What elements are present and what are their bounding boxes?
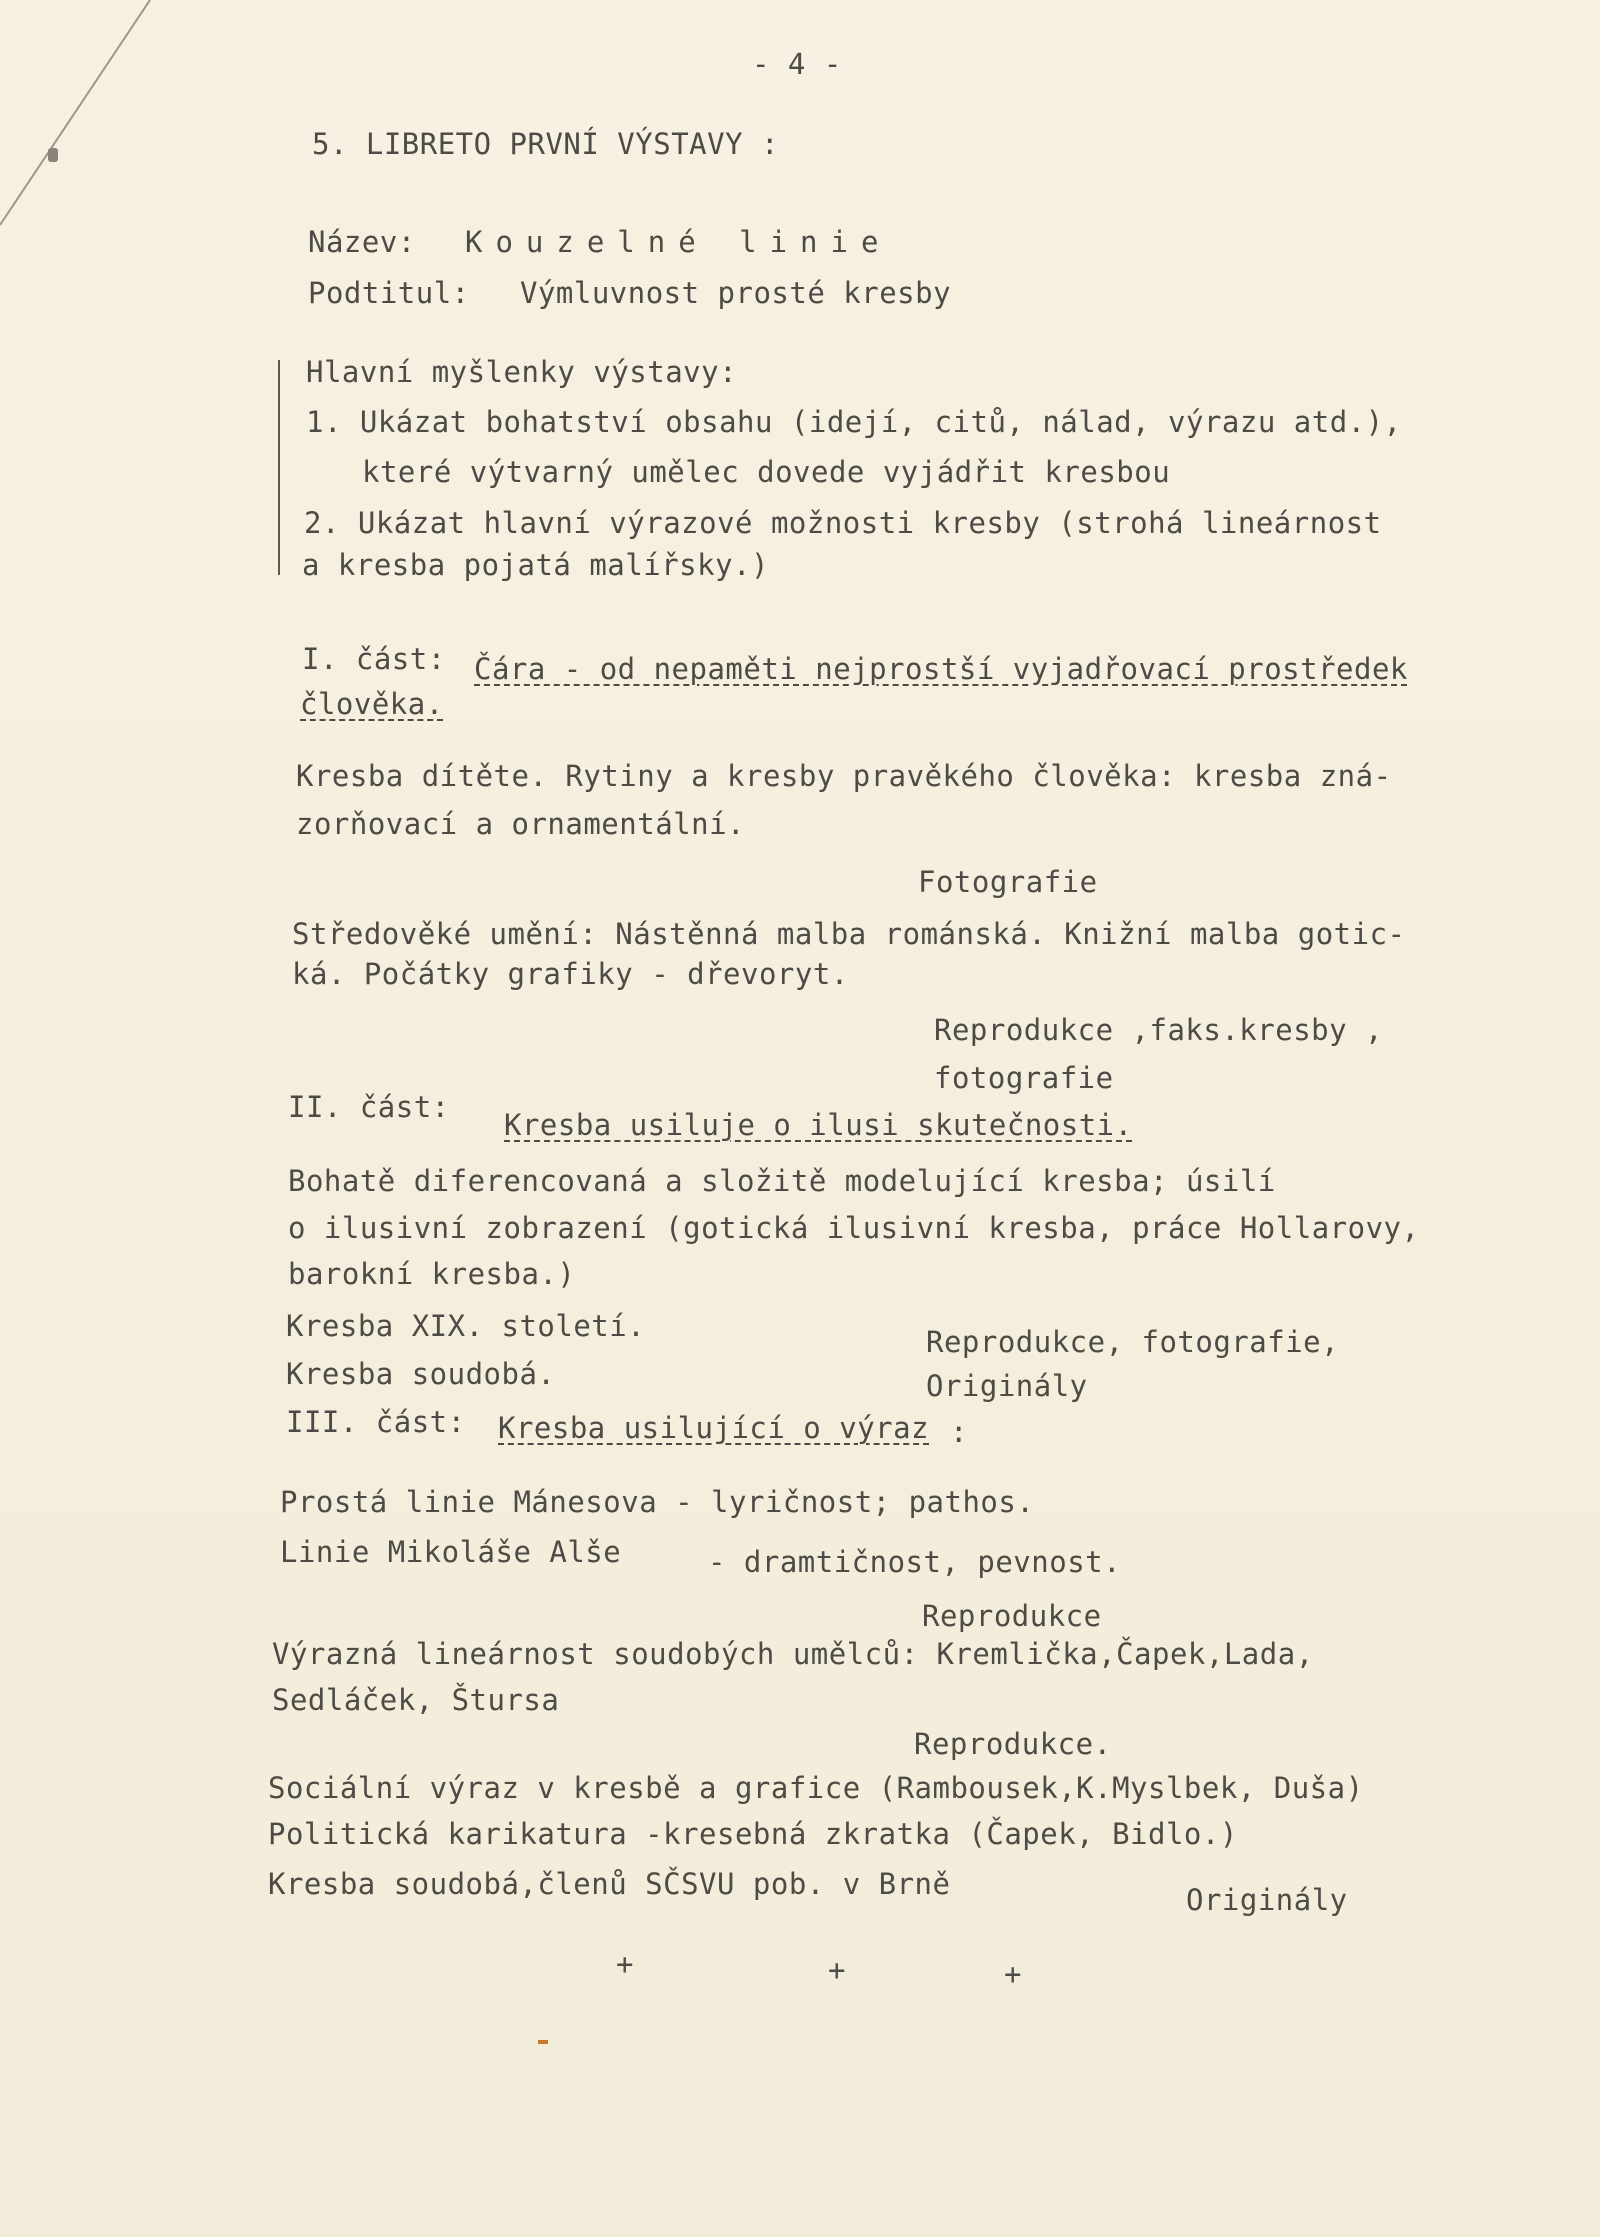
part-2-note-reproductions: Reprodukce, fotografie, [926,1325,1340,1359]
part-3-paragraph-5: Politická karikatura -kresebná zkratka (Čapek, Bidlo.) [268,1817,1238,1851]
end-mark-1: + [616,1947,634,1981]
part-1-paragraph-1-line-1: Kresba dítěte. Rytiny a kresby pravěkého člověka: kresba zná- [296,759,1392,793]
idea-2-line-1: 2. Ukázat hlavní výrazové možnosti kresby (strohá lineárnost [304,506,1382,540]
part-1-note-reproductions-line-2: fotografie [934,1061,1114,1095]
part-2-paragraph-3: Kresba soudobá. [286,1357,556,1391]
end-mark-2: + [828,1953,846,1987]
idea-1-line-2: které výtvarný umělec dovede vyjádřit kresbou [362,455,1171,489]
part-3-paragraph-2b: - dramtičnost, pevnost. [708,1545,1122,1579]
part-2-paragraph-1-line-3: barokní kresba.) [288,1257,576,1291]
title-label: Název: [308,225,416,259]
edge-mark [48,148,58,162]
part-2-note-originals: Originály [926,1369,1088,1403]
part-1-paragraph-1-line-2: zorňovací a ornamentální. [296,807,745,841]
part-2-paragraph-2: Kresba XIX. století. [286,1309,646,1343]
part-3-note-reproductions-1: Reprodukce [922,1599,1102,1633]
part-1-note-photographs: Fotografie [918,865,1098,899]
part-1-title-line-2: člověka. [300,687,444,721]
exhibition-title: Kouzelné linie [465,225,892,259]
part-1-note-reproductions-line-1: Reprodukce ,faks.kresby , [934,1013,1383,1047]
part-3-paragraph-6: Kresba soudobá,členů SČSVU pob. v Brně [268,1867,951,1901]
part-3-note-reproductions-2: Reprodukce. [914,1727,1112,1761]
section-heading: 5. LIBRETO PRVNÍ VÝSTAVY : [312,127,779,161]
part-2-title: Kresba usiluje o ilusi skutečnosti. [504,1108,1133,1142]
part-2-label: II. část: [288,1090,450,1124]
part-3-paragraph-1: Prostá linie Mánesova - lyričnost; pathos. [280,1485,1035,1519]
part-3-note-originals: Originály [1186,1883,1348,1917]
part-2-paragraph-1-line-1: Bohatě diferencovaná a složitě modelující kresba; úsilí [288,1164,1276,1198]
stray-mark [538,2040,548,2044]
end-mark-3: + [1004,1957,1022,1991]
idea-1-line-1: 1. Ukázat bohatství obsahu (idejí, citů, nálad, výrazu atd.), [306,405,1402,439]
main-ideas-heading: Hlavní myšlenky výstavy: [306,355,738,389]
page-number: - 4 - [752,47,842,81]
part-1-paragraph-2-line-2: ká. Počátky grafiky - dřevoryt. [292,957,849,991]
part-3-title: Kresba usilující o výraz [498,1411,930,1445]
part-3-title-colon: : [950,1415,968,1449]
part-3-paragraph-4: Sociální výraz v kresbě a grafice (Rambousek,K.Myslbek, Duša) [268,1771,1364,1805]
exhibition-subtitle: Výmluvnost prosté kresby [520,276,952,310]
part-1-label: I. část: [302,642,446,676]
part-3-label: III. část: [286,1405,466,1439]
subtitle-label: Podtitul: [308,276,470,310]
idea-2-line-2: a kresba pojatá malířsky.) [302,548,769,582]
part-3-paragraph-3-line-2: Sedláček, Štursa [272,1683,560,1717]
part-3-paragraph-2a: Linie Mikoláše Alše [280,1535,622,1569]
margin-bracket [278,360,280,575]
part-1-title-line-1: Čára - od nepaměti nejprostší vyjadřovací prostředek [474,652,1408,686]
part-2-paragraph-1-line-2: o ilusivní zobrazení (gotická ilusivní kresba, práce Hollarovy, [288,1211,1420,1245]
part-1-paragraph-2-line-1: Středověké umění: Nástěnná malba románská. Knižní malba gotic- [292,917,1406,951]
part-3-paragraph-3-line-1: Výrazná lineárnost soudobých umělců: Kremlička,Čapek,Lada, [272,1637,1314,1671]
folded-corner-crease [0,0,170,240]
